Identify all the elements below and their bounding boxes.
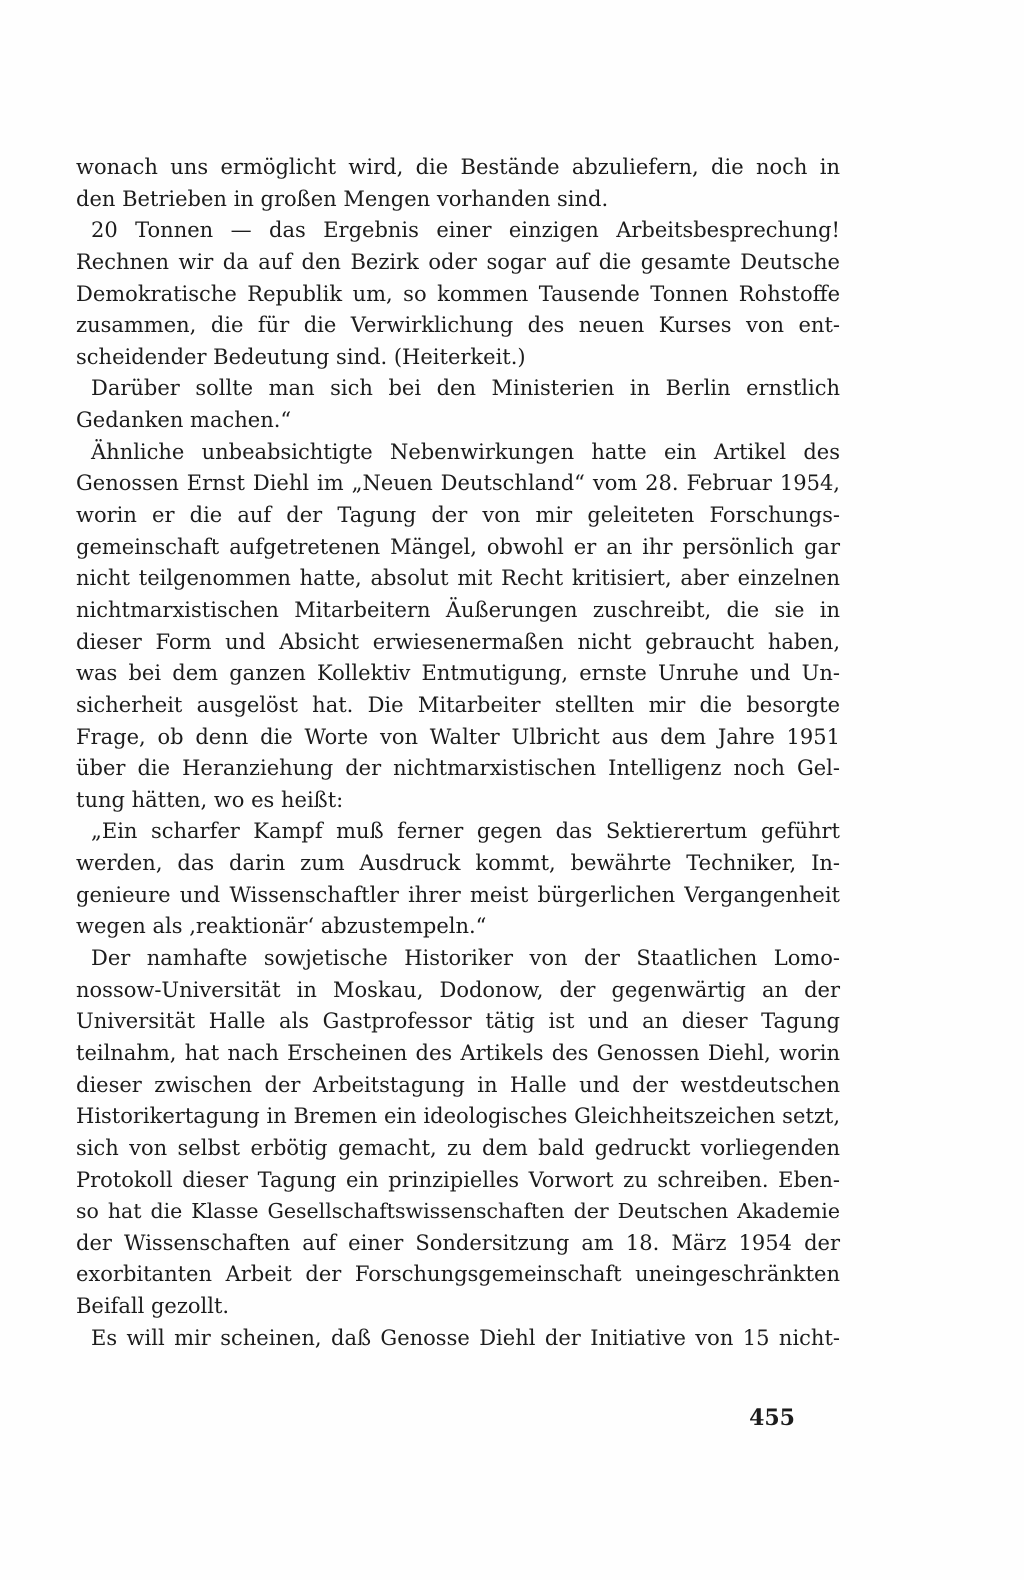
text-line: wonach uns ermöglicht wird, die Bestände abzuliefern, die noch in bbox=[76, 155, 840, 179]
text-line: werden, das darin zum Ausdruck kommt, bewährte Techniker, In- bbox=[76, 851, 840, 876]
text-line: scheidender Bedeutung sind. (Heiterkeit.) bbox=[76, 344, 526, 369]
text-line: Der namhafte sowjetische Historiker von der Staatlichen Lomo- bbox=[91, 946, 840, 971]
text-line: teilnahm, hat nach Erscheinen des Artikels des Genossen Diehl, worin bbox=[76, 1040, 840, 1065]
text-line: so hat die Klasse Gesellschaftswissenschaften der Deutschen Akademie bbox=[76, 1199, 840, 1224]
text-line: dieser Form und Absicht erwiesenermaßen nicht gebraucht haben, bbox=[76, 629, 840, 654]
text-line: Darüber sollte man sich bei den Ministerien in Berlin ernstlich bbox=[91, 376, 840, 401]
body-text bbox=[76, 152, 840, 1354]
text-line: genieure und Wissenschaftler ihrer meist bürgerlichen Vergangenheit bbox=[76, 882, 840, 907]
text-line: Demokratische Republik um, so kommen Tausende Tonnen Rohstoffe bbox=[76, 281, 840, 306]
text-line: nossow-Universität in Moskau, Dodonow, der gegenwärtig an der bbox=[76, 977, 840, 1002]
text-line: 20 Tonnen — das Ergebnis einer einzigen Arbeitsbesprechung! bbox=[91, 218, 840, 243]
text-line: exorbitanten Arbeit der Forschungsgemeinschaft uneingeschränkten bbox=[76, 1262, 840, 1287]
text-line: „Ein scharfer Kampf muß ferner gegen das Sektierertum geführt bbox=[91, 819, 840, 844]
text-line: tung hätten, wo es heißt: bbox=[76, 787, 344, 812]
text-line: Historikertagung in Bremen ein ideologisches Gleichheitszeichen setzt, bbox=[76, 1104, 840, 1129]
text-line: sicherheit ausgelöst hat. Die Mitarbeiter stellten mir die besorgte bbox=[76, 692, 840, 717]
text-line: wegen als ‚reaktionär‘ abzustempeln.“ bbox=[76, 914, 487, 939]
text-line: Ähnliche unbeabsichtigte Nebenwirkungen hatte ein Artikel des bbox=[91, 439, 840, 464]
text-line: Beifall gezollt. bbox=[76, 1294, 230, 1319]
text-line: Frage, ob denn die Worte von Walter Ulbricht aus dem Jahre 1951 bbox=[76, 724, 840, 749]
text-line: Genossen Ernst Diehl im „Neuen Deutschland“ vom 28. Februar 1954, bbox=[76, 471, 840, 496]
page-number: 455 bbox=[749, 1405, 795, 1431]
text-line: den Betrieben in großen Mengen vorhanden sind. bbox=[76, 186, 609, 211]
text-line: dieser zwischen der Arbeitstagung in Halle und der westdeutschen bbox=[76, 1072, 840, 1097]
text-line: Gedanken machen.“ bbox=[76, 408, 292, 433]
text-line: Rechnen wir da auf den Bezirk oder sogar auf die gesamte Deutsche bbox=[76, 249, 840, 274]
text-line: nicht teilgenommen hatte, absolut mit Recht kritisiert, aber einzelnen bbox=[76, 566, 840, 591]
text-line: Es will mir scheinen, daß Genosse Diehl der Initiative von 15 nicht- bbox=[91, 1325, 840, 1350]
text-line: der Wissenschaften auf einer Sondersitzung am 18. März 1954 der bbox=[76, 1230, 840, 1255]
text-line: gemeinschaft aufgetretenen Mängel, obwohl er an ihr persönlich gar bbox=[76, 534, 840, 559]
text-line: nichtmarxistischen Mitarbeitern Äußerungen zuschreibt, die sie in bbox=[76, 597, 840, 622]
text-line: worin er die auf der Tagung der von mir geleiteten Forschungs- bbox=[76, 503, 840, 528]
text-line: Universität Halle als Gastprofessor tätig ist und an dieser Tagung bbox=[76, 1009, 840, 1034]
text-line: zusammen, die für die Verwirklichung des neuen Kurses von ent- bbox=[76, 313, 840, 338]
text-line: über die Heranziehung der nichtmarxistischen Intelligenz noch Gel- bbox=[76, 756, 840, 781]
text-line: Protokoll dieser Tagung ein prinzipielles Vorwort zu schreiben. Eben- bbox=[76, 1167, 840, 1192]
text-line: sich von selbst erbötig gemacht, zu dem bald gedruckt vorliegenden bbox=[76, 1135, 840, 1160]
text-line: was bei dem ganzen Kollektiv Entmutigung, ernste Unruhe und Un- bbox=[76, 661, 840, 686]
